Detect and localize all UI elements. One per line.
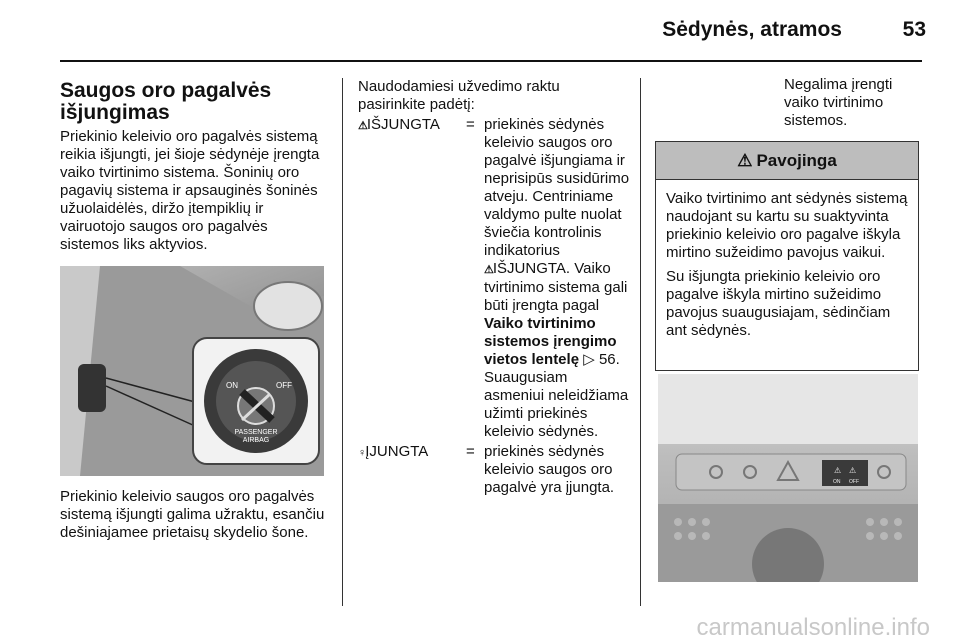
dashboard-indicator-photo	[658, 374, 918, 582]
warning-header	[656, 142, 918, 180]
position-definition-list	[358, 116, 630, 497]
column-divider-2	[640, 78, 641, 606]
indicator-on-label: ON	[833, 479, 841, 485]
page-number: 53	[902, 18, 926, 41]
airbag-on-icon: ♀	[358, 447, 366, 459]
switch-off-label: OFF	[276, 381, 292, 390]
select-position-text: Naudodamiesi užvedimo raktu pasirinkite padėtį:	[358, 78, 560, 113]
dashboard-illustration	[658, 374, 918, 582]
equals-sign: =	[466, 443, 475, 460]
column-divider-1	[342, 78, 343, 606]
warning-paragraph-1: Vaiko tvirtinimo ant sėdynės sistemą naudojant su kartu su suaktyvinta priekinio keleivio oro pagalve iškyla mirtino sužeidimo pavojus vaikui.	[666, 190, 908, 261]
airbag-switch-illustration	[60, 266, 324, 476]
equals-sign: =	[466, 116, 475, 133]
switch-location-paragraph: Priekinio keleivio saugos oro pagalvės sistemą išjungti galima užraktu, esančiu dešiniajamee prietaisų skydelio šone.	[60, 488, 325, 541]
switch-label-airbag: AIRBAG	[242, 437, 270, 444]
definition-off	[358, 116, 630, 441]
off-indicator-label: IŠJUNGTA.	[492, 260, 571, 277]
cannot-install-text: Negalima įrengti vaiko tvirtinimo sistemos.	[784, 76, 893, 129]
warning-triangle-icon: ⚠	[737, 150, 753, 170]
section-title: Saugos oro pagalvės išjungimas	[60, 79, 272, 124]
svg-text:⚠: ⚠	[849, 466, 857, 475]
airbag-switch-photo	[60, 266, 324, 476]
off-description: priekinės sėdynės keleivio saugos oro pagalvė išjungiama ir neprisipūs susidūrimo atveju. Centriniame valdymo pulte nuolat šviečia kontrolinis indikatorius	[484, 116, 630, 259]
header-rule	[60, 60, 922, 62]
page-reference: 56.	[598, 351, 620, 368]
on-term: ĮJUNGTA	[365, 443, 429, 460]
svg-text:⚠: ⚠	[834, 466, 842, 475]
footer-watermark: carmanualsonline.info	[696, 614, 930, 641]
airbag-off-indicator-icon: ⚠	[484, 264, 493, 276]
arrow-ref-icon: ▷	[583, 351, 595, 368]
on-description: priekinės sėdynės keleivio saugos oro pagalvė yra įjungta.	[484, 443, 615, 496]
warning-paragraph-2: Su išjungta priekinio keleivio oro pagalve iškyla mirtino sužeidimo pavojus suaugusiajam, sėdinčiam ant sėdynės.	[666, 268, 891, 339]
switch-on-label: ON	[226, 381, 238, 390]
off-description-2: Vaiko tvirtinimo sistema gali būti įrengta pagal	[484, 260, 628, 314]
off-term: IŠJUNGTA	[366, 116, 440, 133]
switch-label-passenger: PASSENGER	[234, 429, 278, 436]
indicator-off-label: OFF	[849, 479, 859, 485]
intro-paragraph: Priekinio keleivio oro pagalvės sistemą reikia išjungti, jei šioje sėdynėje įrengta vaiko tvirtinimo sistema. Šoninių oro pagavių sistema ir apsauginės šoninės užuolaidėlės, diržo įtempiklių ir vairuotojo saugos oro pagalvės sistemos liks aktyvios.	[60, 128, 320, 253]
off-description-3: Suaugusiam asmeniui neleidžiama užimti priekinės keleivio sėdynės.	[484, 369, 629, 440]
page-header-title: Sėdynės, atramos	[662, 18, 842, 41]
airbag-off-icon: ⚠	[358, 120, 367, 132]
child-seat-table-link[interactable]: Vaiko tvirtinimo sistemos įrengimo vietos lentelę	[484, 315, 617, 368]
warning-title: Pavojinga	[756, 150, 837, 170]
column-1	[60, 80, 330, 254]
warning-box	[655, 141, 919, 371]
definition-on	[358, 443, 630, 497]
